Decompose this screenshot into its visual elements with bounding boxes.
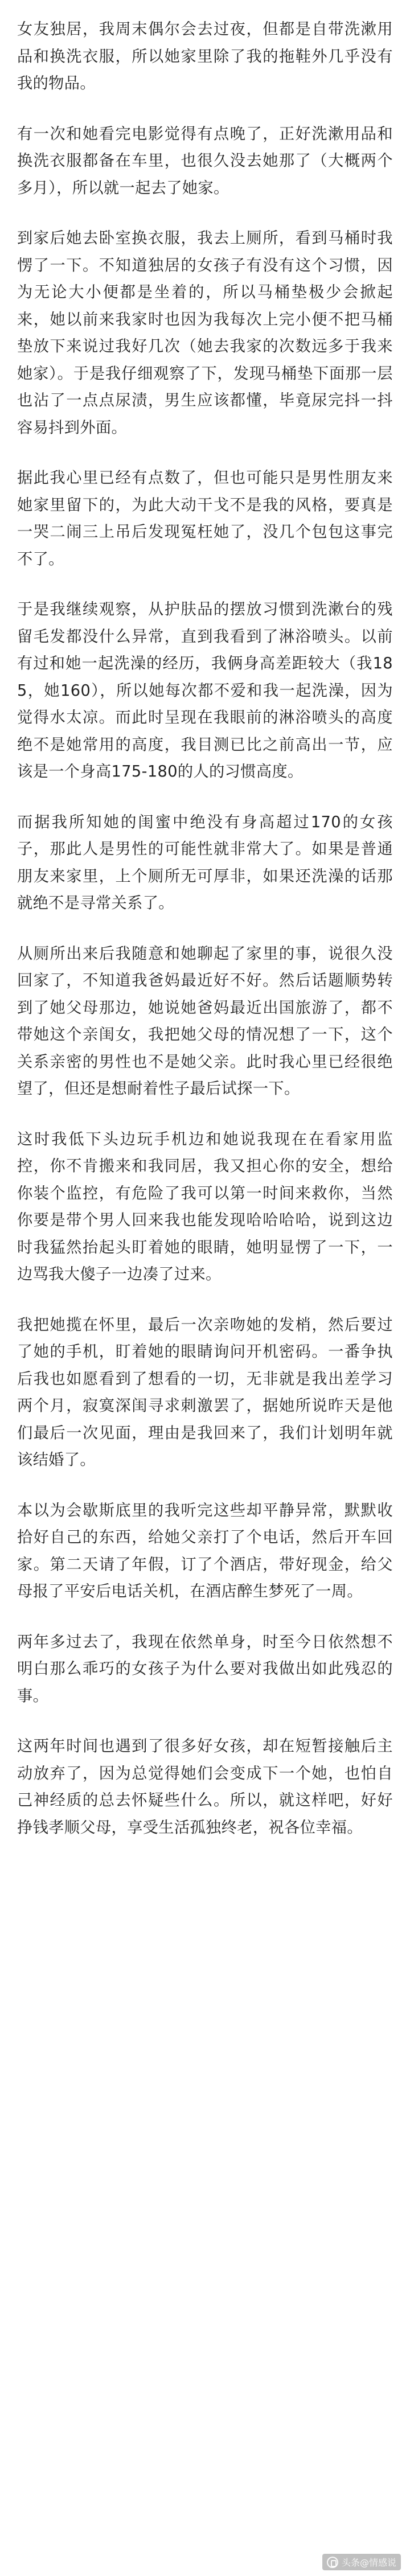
article-paragraph-8: 这时我低下头边玩手机边和她说我现在在看家用监控，你不肯搬来和我同居，我又担心你的安全，想给你装个监控，有危险了我可以第一时间来救你，当然你要是带个男人回来我也能发现哈哈哈哈，说到这边时我猛然抬起头盯着她的眼睛，她明显愣了一下，一边骂我大傻子一边凑了过来。	[17, 1130, 393, 1283]
article-paragraph-2: 有一次和她看完电影觉得有点晚了，正好洗漱用品和换洗衣服都备在车里，也很久没去她那了（大概两个多月），所以就一起去了她家。	[17, 125, 393, 197]
article-paragraph-3: 到家后她去卧室换衣服，我去上厕所，看到马桶时我愣了一下。不知道独居的女孩子有没有这个习惯，因为无论大小便都是坐着的，所以马桶垫极少会掀起来，她以前来我家时也因为我每次上完小便不把马桶垫放下来说过我好几次（她去我家的次数远多于我来她家）。于是我仔细观察了下，发现马桶垫下面那一层也沾了一点点尿渍，男生应该都懂，毕竟尿完抖一抖容易抖到外面。	[17, 229, 393, 437]
article-paragraph-11: 两年多过去了，我现在依然单身，时至今日依然想不明白那么乖巧的女孩子为什么要对我做出如此残忍的事。	[17, 1633, 393, 1705]
article-paragraph-9: 我把她揽在怀里，最后一次亲吻她的发梢，然后要过了她的手机，盯着她的眼睛询问开机密码。一番争执后我也如愿看到了想看的一切，无非就是我出差学习两个月，寂寞深闺寻求刺激罢了，据她所说昨天是他们最后一次见面，理由是我回来了，我们计划明年就该结婚了。	[17, 1316, 393, 1469]
article-paragraph-5: 于是我继续观察，从护肤品的摆放习惯到洗漱台的残留毛发都没什么异常，直到我看到了淋浴喷头。以前有过和她一起洗澡的经历，我俩身高差距较大（我185，她160），所以她每次都不爱和我一起洗澡，因为觉得水太凉。而此时呈现在我眼前的淋浴喷头的高度绝不是她常用的高度，我目测已比之前高出一节，应该是一个身高175-180的人的习惯高度。	[17, 601, 393, 780]
article-paragraph-12: 这两年时间也遇到了很多好女孩，却在短暂接触后主动放弃了，因为总觉得她们会变成下一个她，也怕自己神经质的总去怀疑些什么。所以，就这样吧，好好挣钱孝顺父母，享受生活孤独终老，祝各位幸福。	[17, 1737, 393, 1837]
article-paragraph-10: 本以为会歇斯底里的我听完这些却平静异常，默默收拾好自己的东西，给她父亲打了个电话，然后开车回家。第二天请了年假，订了个酒店，带好现金，给父母报了平安后电话关机，在酒店醉生梦死了一周。	[17, 1501, 393, 1600]
watermark	[322, 2554, 401, 2570]
platform-logo-icon	[327, 2557, 338, 2568]
article-paragraph-7: 从厕所出来后我随意和她聊起了家里的事，说很久没回家了，不知道我爸妈最近好不好。然后话题顺势转到了她父母那边，她说她爸妈最近出国旅游了，都不带她这个亲闺女，我把她父母的情况想了一下，这个关系亲密的男性也不是她父亲。此时我心里已经很绝望了，但还是想耐着性子最后试探一下。	[17, 944, 393, 1098]
article-paragraph-1: 女友独居，我周末偶尔会去过夜，但都是自带洗漱用品和换洗衣服，所以她家里除了我的拖鞋外几乎没有我的物品。	[17, 20, 393, 92]
watermark-text: 头条@情感说	[341, 2557, 396, 2568]
article-paragraph-6: 而据我所知她的闺蜜中绝没有身高超过170的女孩子，那此人是男性的可能性就非常大了。如果是普通朋友来家里，上个厕所无可厚非，如果还洗澡的话那就绝不是寻常关系了。	[17, 813, 393, 912]
article-paragraph-4: 据此我心里已经有点数了，但也可能只是男性朋友来她家里留下的，为此大动干戈不是我的风格，要真是一哭二闹三上吊后发现冤枉她了，没几个包包这事完不了。	[17, 469, 393, 568]
